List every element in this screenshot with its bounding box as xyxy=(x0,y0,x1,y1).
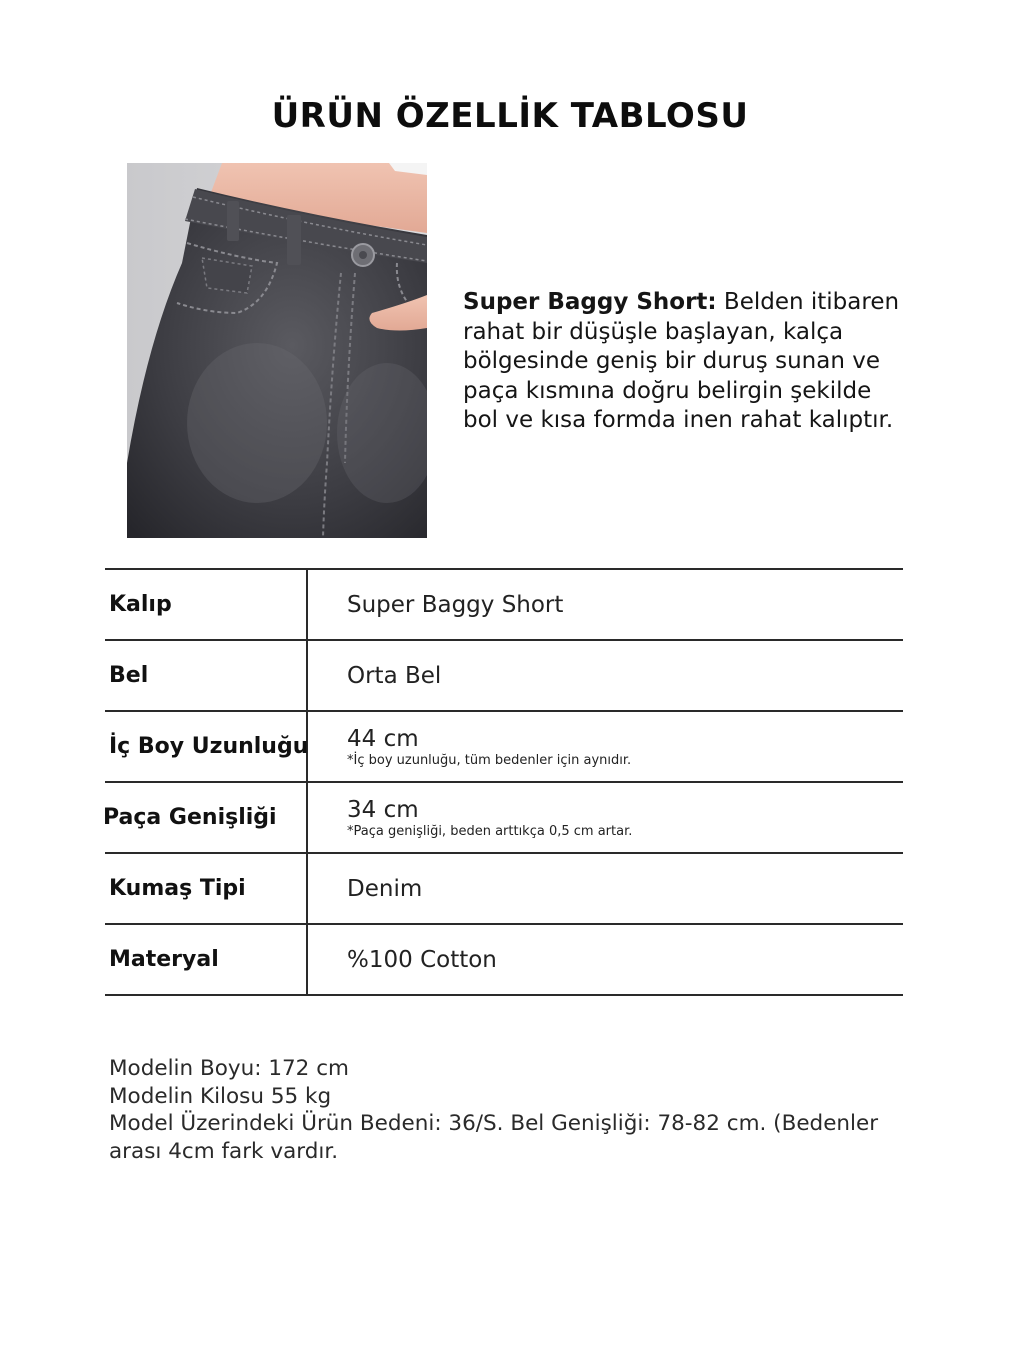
spec-value: 44 cm xyxy=(347,725,419,752)
column-divider xyxy=(306,783,308,852)
spec-row-kumas xyxy=(105,854,903,925)
spec-value: Orta Bel xyxy=(347,662,442,689)
spec-row-ic-boy xyxy=(105,712,903,783)
description-title: Super Baggy Short: xyxy=(463,289,717,315)
spec-label: Paça Genişliği xyxy=(103,805,277,830)
page-title: ÜRÜN ÖZELLİK TABLOSU xyxy=(271,96,749,136)
spec-row-kalip xyxy=(105,570,903,641)
spec-label: İç Boy Uzunluğu xyxy=(109,734,309,759)
column-divider xyxy=(306,570,308,639)
model-height: Modelin Boyu: 172 cm xyxy=(109,1056,349,1081)
column-divider xyxy=(306,925,308,994)
spec-row-materyal xyxy=(105,925,903,996)
spec-row-bel xyxy=(105,641,903,712)
product-description xyxy=(463,288,913,436)
spec-note: *İç boy uzunluğu, tüm bedenler için aynıdır. xyxy=(347,752,632,768)
model-info xyxy=(109,1055,899,1165)
spec-label: Kumaş Tipi xyxy=(109,876,246,901)
description-text: Belden itibaren rahat bir düşüşle başlayan, kalça bölgesinde geniş bir duruş sunan ve paça kısmına doğru belirgin şekilde bol ve kısa formda inen rahat kalıptır. xyxy=(463,289,900,433)
spec-label: Bel xyxy=(109,663,149,688)
spec-value: Super Baggy Short xyxy=(347,591,564,618)
spec-value: %100 Cotton xyxy=(347,946,497,973)
spec-table xyxy=(105,568,903,996)
spec-label: Materyal xyxy=(109,947,219,972)
spec-value: 34 cm xyxy=(347,796,419,823)
spec-label: Kalıp xyxy=(109,592,172,617)
spec-row-paca xyxy=(105,783,903,854)
spec-value: Denim xyxy=(347,875,423,902)
spec-note: *Paça genişliği, beden arttıkça 0,5 cm artar. xyxy=(347,823,633,839)
jeans-shorts-photo-icon xyxy=(127,163,427,538)
product-photo xyxy=(127,163,427,538)
column-divider xyxy=(306,854,308,923)
model-weight: Modelin Kilosu 55 kg xyxy=(109,1083,332,1109)
model-size: Model Üzerindeki Ürün Bedeni: 36/S. Bel Genişliği: 78-82 cm. (Bedenler arası 4cm fark vardır. xyxy=(109,1111,879,1164)
column-divider xyxy=(306,641,308,710)
